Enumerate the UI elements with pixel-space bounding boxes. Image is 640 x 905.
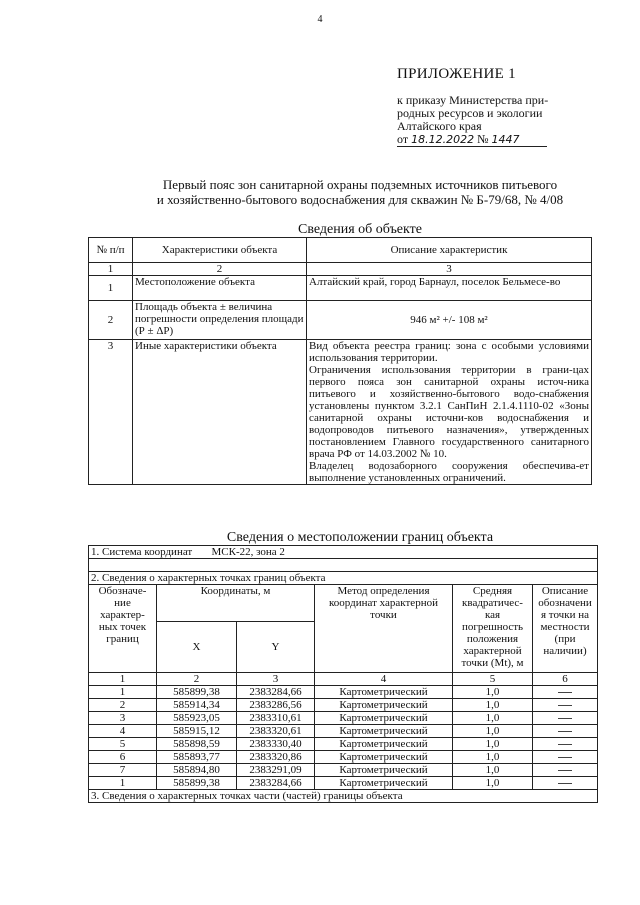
coord-y: 2383310,61	[237, 712, 315, 725]
method: Картометрический	[315, 686, 453, 699]
order-line: к приказу Министерства при-	[397, 93, 549, 107]
document-title-line: Первый пояс зон санитарной охраны подземных источников питьевого	[162, 177, 558, 192]
characteristic-description: Алтайский край, город Барнаул, поселок Бельмесе-во	[307, 276, 592, 301]
table-row	[89, 712, 598, 725]
dash-mark	[558, 744, 572, 745]
coord-x: 585899,38	[157, 777, 237, 790]
col-number-cell: 2	[157, 673, 237, 686]
table-row	[89, 340, 592, 485]
coord-y: 2383291,09	[237, 764, 315, 777]
row-number: 3	[89, 340, 133, 485]
point-number: 3	[89, 712, 157, 725]
table-row	[89, 301, 592, 340]
point-description	[533, 751, 598, 764]
method: Картометрический	[315, 725, 453, 738]
order-date-handwritten: 18.12.2022	[411, 133, 475, 146]
table-header-row	[89, 238, 592, 263]
coord-x: 585894,80	[157, 764, 237, 777]
mt-error: 1,0	[453, 764, 533, 777]
section-location-title: Сведения о местоположении границ объекта	[226, 530, 494, 545]
dash-mark	[558, 731, 572, 732]
method: Картометрический	[315, 751, 453, 764]
header-designation: Обозначе-ние характер-ных точек границ	[89, 585, 157, 673]
mt-error: 1,0	[453, 686, 533, 699]
header-cell: Описание характеристик	[307, 238, 592, 263]
coord-x: 585899,38	[157, 686, 237, 699]
parts-label: 3. Сведения о характерных точках части (частей) границы объекта	[89, 790, 598, 803]
table-row	[89, 751, 598, 764]
spacer-row	[89, 559, 598, 572]
parts-label-row	[89, 790, 598, 803]
point-description	[533, 764, 598, 777]
description-paragraph: Ограничения использования территории в грани-цах первого пояса зон санитарной охраны источ-ника питьевого и хозяйственно-бытового водо-снабжения установлены пунктом 3.2.1 СанПиН 2.1.4.1110-02 «Зоны санитарной охраны источни-ков водоснабжения и водопроводов питьевого назначения», утвержденных постановлением Главного государственного санитарного врача РФ от 14.03.2002 № 10.	[309, 364, 589, 460]
appendix-title: ПРИЛОЖЕНИЕ 1	[397, 66, 516, 82]
coord-system-label: 1. Система координат	[91, 546, 193, 558]
dash-mark	[558, 718, 572, 719]
mt-error: 1,0	[453, 725, 533, 738]
point-description	[533, 712, 598, 725]
mt-error: 1,0	[453, 699, 533, 712]
table-row	[89, 276, 592, 301]
col-number-cell: 2	[133, 263, 307, 276]
mt-error: 1,0	[453, 777, 533, 790]
table-row	[89, 725, 598, 738]
coord-x: 585915,12	[157, 725, 237, 738]
coord-x: 585914,34	[157, 699, 237, 712]
coord-y: 2383286,56	[237, 699, 315, 712]
characteristic-name: Местоположение объекта	[133, 276, 307, 301]
from-label: от	[397, 132, 409, 146]
header-cell: № п/п	[89, 238, 133, 263]
method: Картометрический	[315, 712, 453, 725]
coord-system-value: МСК-22, зона 2	[211, 546, 285, 558]
header-y: Y	[237, 622, 315, 673]
characteristic-name: Площадь объекта ± величина погрешности определения площади (Р ± ΔР)	[133, 301, 307, 340]
order-line: родных ресурсов и экологии	[397, 106, 543, 120]
header-error: Средняя квадратичес-кая погрешность положения характерной точки (Mt), м	[453, 585, 533, 673]
point-number: 5	[89, 738, 157, 751]
coord-y: 2383330,40	[237, 738, 315, 751]
point-description	[533, 686, 598, 699]
coord-x: 585898,59	[157, 738, 237, 751]
dash-mark	[558, 705, 572, 706]
document-title	[90, 177, 630, 207]
table-header-row	[89, 585, 598, 622]
header-x: X	[157, 622, 237, 673]
point-number: 6	[89, 751, 157, 764]
col-number-cell: 3	[237, 673, 315, 686]
boundary-points-table	[88, 545, 598, 803]
description-paragraph: Вид объекта реестра границ: зона с особыми условиями использования территории.	[309, 340, 589, 364]
order-line: Алтайского края	[397, 119, 482, 133]
point-description	[533, 699, 598, 712]
object-info-table	[88, 237, 592, 485]
point-description	[533, 725, 598, 738]
section-object-title: Сведения об объекте	[298, 222, 422, 237]
col-number-cell: 4	[315, 673, 453, 686]
characteristic-description: 946 м² +/- 108 м²	[307, 301, 592, 340]
header-coords: Координаты, м	[157, 585, 315, 622]
characteristic-description	[307, 340, 592, 485]
dash-mark	[558, 692, 572, 693]
col-number-cell: 1	[89, 263, 133, 276]
mt-error: 1,0	[453, 712, 533, 725]
col-number-cell: 3	[307, 263, 592, 276]
point-number: 1	[89, 777, 157, 790]
coord-x: 585923,05	[157, 712, 237, 725]
mt-error: 1,0	[453, 751, 533, 764]
appendix-order-reference	[397, 94, 597, 147]
mt-error: 1,0	[453, 738, 533, 751]
coord-system-row	[89, 546, 598, 559]
point-number: 2	[89, 699, 157, 712]
method: Картометрический	[315, 738, 453, 751]
point-number: 1	[89, 686, 157, 699]
point-description	[533, 777, 598, 790]
coord-y: 2383284,66	[237, 686, 315, 699]
header-description: Описание обозначени я точки на местности (при наличии)	[533, 585, 598, 673]
points-body	[89, 686, 598, 790]
coord-y: 2383284,66	[237, 777, 315, 790]
method: Картометрический	[315, 699, 453, 712]
table-row	[89, 738, 598, 751]
description-paragraph: Владелец водозаборного сооружения обеспечива-ет выполнение установленных ограничений.	[309, 460, 589, 484]
coord-y: 2383320,61	[237, 725, 315, 738]
dash-mark	[558, 783, 572, 784]
coord-y: 2383320,86	[237, 751, 315, 764]
table-row	[89, 263, 592, 276]
point-description	[533, 738, 598, 751]
header-cell: Характеристики объекта	[133, 238, 307, 263]
col-number-cell: 5	[453, 673, 533, 686]
method: Картометрический	[315, 777, 453, 790]
dash-mark	[558, 757, 572, 758]
table-row	[89, 764, 598, 777]
table-row	[89, 699, 598, 712]
order-number-handwritten: 1447	[491, 133, 520, 146]
point-number: 7	[89, 764, 157, 777]
col-number-row	[89, 673, 598, 686]
page-number: 4	[317, 14, 323, 25]
table-row	[89, 777, 598, 790]
table-row	[89, 686, 598, 699]
points-label: 2. Сведения о характерных точках границ объекта	[89, 572, 598, 585]
document-title-line: и хозяйственно-бытового водоснабжения для скважин № Б-79/68, № 4/08	[156, 192, 564, 207]
method: Картометрический	[315, 764, 453, 777]
row-number: 2	[89, 301, 133, 340]
characteristic-name: Иные характеристики объекта	[133, 340, 307, 485]
col-number-cell: 6	[533, 673, 598, 686]
header-method: Метод определения координат характерной точки	[315, 585, 453, 673]
points-label-row	[89, 572, 598, 585]
point-number: 4	[89, 725, 157, 738]
col-number-cell: 1	[89, 673, 157, 686]
dash-mark	[558, 770, 572, 771]
number-label: №	[477, 132, 489, 146]
coord-x: 585893,77	[157, 751, 237, 764]
row-number: 1	[89, 276, 133, 301]
